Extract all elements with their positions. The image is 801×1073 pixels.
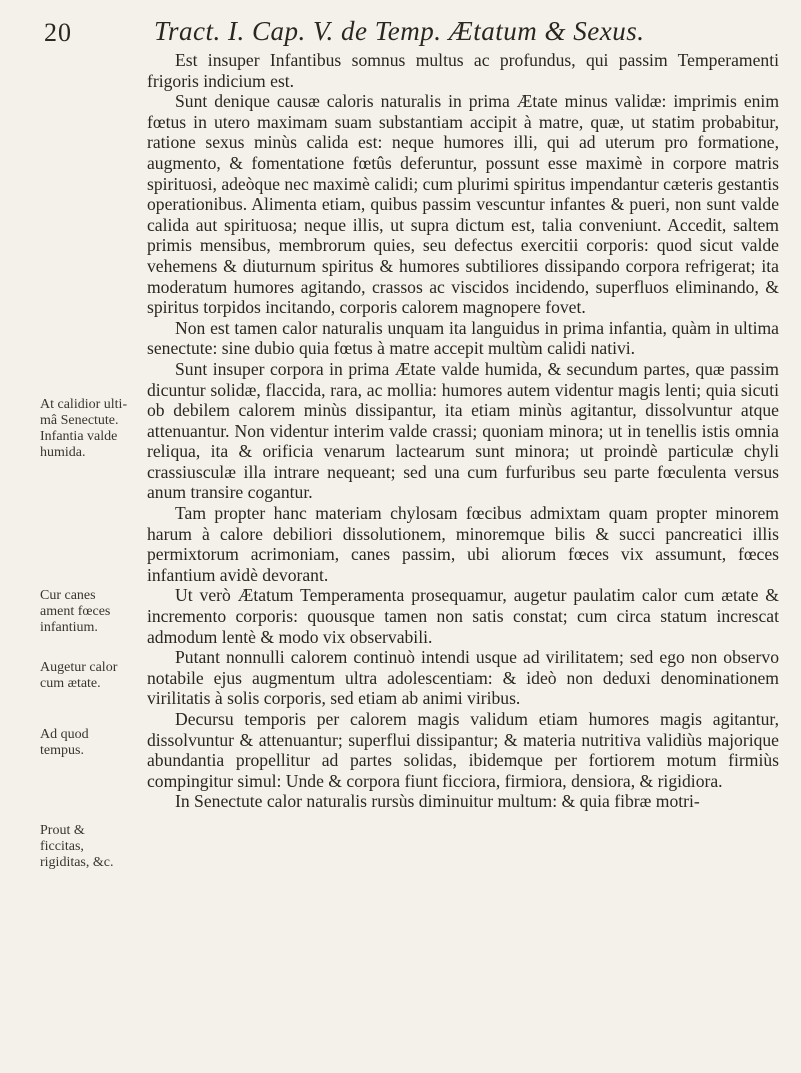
paragraph: Sunt denique causæ caloris naturalis in prima Ætate minus validæ: imprimis enim fœtus in utero maximam suam substantiam accipit à matre, quæ, ut statim probabitur, ratione sexus minùs calida est: neque humores illi, qui ad uterum pro formatione, augmento, & fomentatione fœtûs deferuntur, possunt esse maximè in corpore matris spirituosi, adeòque nec maximè calidi; cum plurimi spiritus impendantur cæteris gestantis operationibus. Alimenta etiam, quibus passim vescuntur infantes & pueri, non sunt valde calida aut spirituosa; neque illis, ut supra dictum est, talia conveniunt. Accedit, saltem primis mensibus, membrorum quies, seu defectus exercitii corporis: quod sicut valde vehemens & diuturnum spiritus & humores subtiliores dissipando corpora refrigerat; ita moderatum humores agitando, crassos ac viscidos incidendo, superfluos eliminando, & spiritus torpidos incitando, corporis calorem magnopere fovet.	[147, 91, 779, 318]
paragraph: Tam propter hanc materiam chylosam fœcibus admixtam quam propter minorem harum à calore debiliori dissolutionem, minoremque bilis & succi pancreatici illis permixtorum acrimoniam, canes passim, ubi aliorum fœces vix assumunt, fœces infantium avidè devorant.	[147, 503, 779, 585]
paragraph: Decursu temporis per calorem magis validum etiam humores magis agitantur, dissolvuntur & attenuantur; superflui dissipantur; & materia nutritiva validiùs majorique abundantia propellitur ad partes solidas, ibidemque per fortiorem motum firmiùs compingitur simul: Unde & corpora fiunt ficciora, firmiora, densiora, & rigidiora.	[147, 709, 779, 791]
margin-note: Ad quod tempus.	[40, 727, 89, 758]
paragraph: In Senectute calor naturalis rursùs diminuitur multum: & quia fibræ motri-	[175, 791, 700, 812]
paragraph: Est insuper Infantibus somnus multus ac profundus, qui passim Temperamenti frigoris indicium est.	[147, 50, 779, 91]
margin-note: Augetur calor cum ætate.	[40, 660, 118, 691]
page-header	[44, 14, 744, 54]
paragraph: Putant nonnulli calorem continuò intendi usque ad virilitatem; sed ego non observo notabile ejus augmentum ultra adolescentiam: & ideò non deduxi denominationem virilitatis à solis corporis, sed etiam ab animi viribus.	[147, 647, 779, 709]
page-number: 20	[44, 18, 72, 47]
margin-note: At calidior ultimâ Senectute. Infantia valde humida.	[40, 397, 128, 460]
margin-notes	[0, 0, 140, 1073]
margin-note: Prout & ficcitas, rigiditas, &c.	[40, 823, 114, 870]
running-title: Tract. I. Cap. V. de Temp. Ætatum & Sexus.	[154, 16, 645, 46]
paragraph: Non est tamen calor naturalis unquam ita languidus in prima infantia, quàm in ultima senectute: sine dubio quia fœtus à matre accepit multùm calidi nativi.	[147, 317, 779, 359]
paragraph: Sunt insuper corpora in prima Ætate valde humida, & secundum partes, quæ passim dicuntur solidæ, flaccida, rara, ac mollia: humores autem videntur magis lenti; quia sicuti ob debilem calorem minùs dissipantur, ita etiam minùs agitantur, dissolvuntur atque attenuantur. Non videntur interim valde crassi; quoniam minora; ut in tenellis istis omnia reliqua, ita & orificia venarum lactearum sunt minora; ut proindè particulæ chyli crassiusculæ illa intrare nequeant; sed una cum furfuribus seu parte fœculenta versus anum transire cogantur.	[147, 358, 779, 503]
main-text	[147, 50, 779, 812]
paragraph: Ut verò Ætatum Temperamenta prosequamur, augetur paulatim calor cum ætate & incremento corporis: quousque tamen non satis constat; cum circa statum increscat admodum lentè & modo vix observabili.	[147, 585, 779, 647]
margin-note: Cur canes ament fœces infantium.	[40, 588, 111, 635]
